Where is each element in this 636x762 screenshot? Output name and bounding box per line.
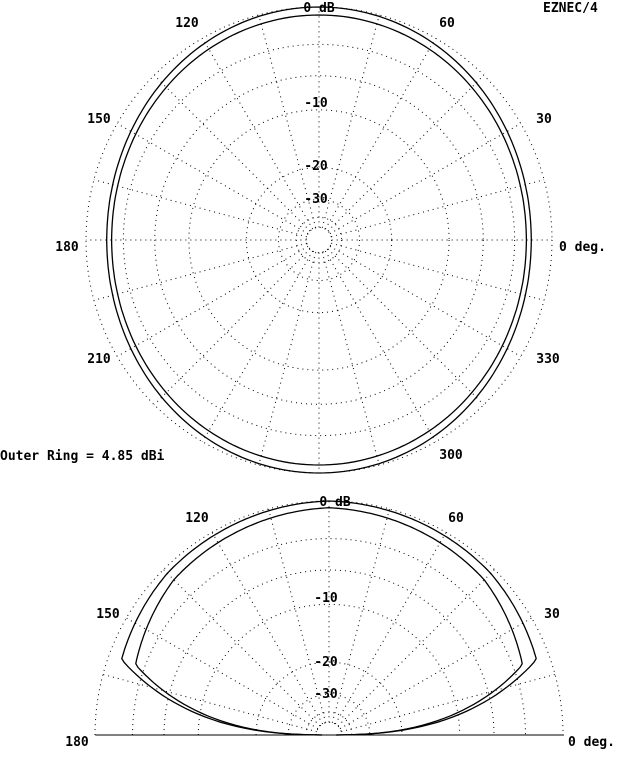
angle-label-300: 300 <box>439 448 463 463</box>
grid-spoke <box>126 618 318 729</box>
grid-spoke <box>341 674 555 731</box>
grid-ring <box>316 722 341 735</box>
angle-label-60: 60 <box>439 16 455 31</box>
azimuth-grid <box>86 7 552 473</box>
grid-spoke <box>103 674 317 731</box>
angle-label-0: 0 deg. <box>559 240 606 255</box>
grid-spoke <box>203 38 313 229</box>
azimuth-angle-labels <box>55 16 606 463</box>
grid-spoke <box>164 570 320 726</box>
grid-ring <box>296 217 341 262</box>
grid-spoke <box>203 251 313 442</box>
angle-label-180: 180 <box>55 240 79 255</box>
azimuth-ring-label-minus30: -30 <box>304 192 328 207</box>
angle-label-30: 30 <box>544 607 560 622</box>
angle-label-150: 150 <box>87 112 111 127</box>
grid-spoke <box>322 15 379 228</box>
grid-spoke <box>331 180 544 237</box>
elevation-plot <box>65 495 615 750</box>
elevation-angle-labels <box>65 511 615 750</box>
grid-spoke <box>328 249 484 405</box>
angle-label-210: 210 <box>87 352 111 367</box>
grid-spoke <box>212 532 323 724</box>
angle-label-60: 60 <box>448 511 464 526</box>
outer-ring-label: Outer Ring = 4.85 dBi <box>0 449 165 464</box>
elevation-ring-label-minus20: -20 <box>314 655 338 670</box>
grid-spoke <box>154 249 310 405</box>
azimuth-plot <box>0 1 606 473</box>
grid-spoke <box>94 243 307 300</box>
grid-spoke <box>325 38 435 229</box>
angle-label-180: 180 <box>65 735 89 750</box>
grid-spoke <box>259 252 316 465</box>
grid-spoke <box>328 75 484 231</box>
angle-label-0: 0 deg. <box>568 735 615 750</box>
angle-label-150: 150 <box>96 607 120 622</box>
azimuth-ring-label-minus10: -10 <box>304 96 328 111</box>
grid-spoke <box>338 570 494 726</box>
angle-label-120: 120 <box>175 16 199 31</box>
grid-spoke <box>335 532 446 724</box>
grid-spoke <box>340 618 532 729</box>
grid-spoke <box>330 124 521 234</box>
elevation-ring-label-minus30: -30 <box>314 687 338 702</box>
azimuth-ring-label-minus20: -20 <box>304 159 328 174</box>
elevation-ring-label-minus10: -10 <box>314 591 338 606</box>
grid-ring <box>155 76 484 405</box>
azimuth-ring-label-0db: 0 dB <box>303 1 335 16</box>
grid-spoke <box>94 180 307 237</box>
grid-spoke <box>330 246 521 356</box>
program-label: EZNEC/4 <box>543 1 598 16</box>
angle-label-120: 120 <box>185 511 209 526</box>
grid-spoke <box>331 243 544 300</box>
grid-ring <box>306 712 352 735</box>
grid-spoke <box>325 251 435 442</box>
grid-spoke <box>154 75 310 231</box>
grid-ring <box>306 227 331 252</box>
pattern-trace-2 <box>112 15 527 465</box>
angle-label-30: 30 <box>536 112 552 127</box>
angle-label-330: 330 <box>536 352 560 367</box>
elevation-ring-label-0db: 0 dB <box>319 495 351 510</box>
